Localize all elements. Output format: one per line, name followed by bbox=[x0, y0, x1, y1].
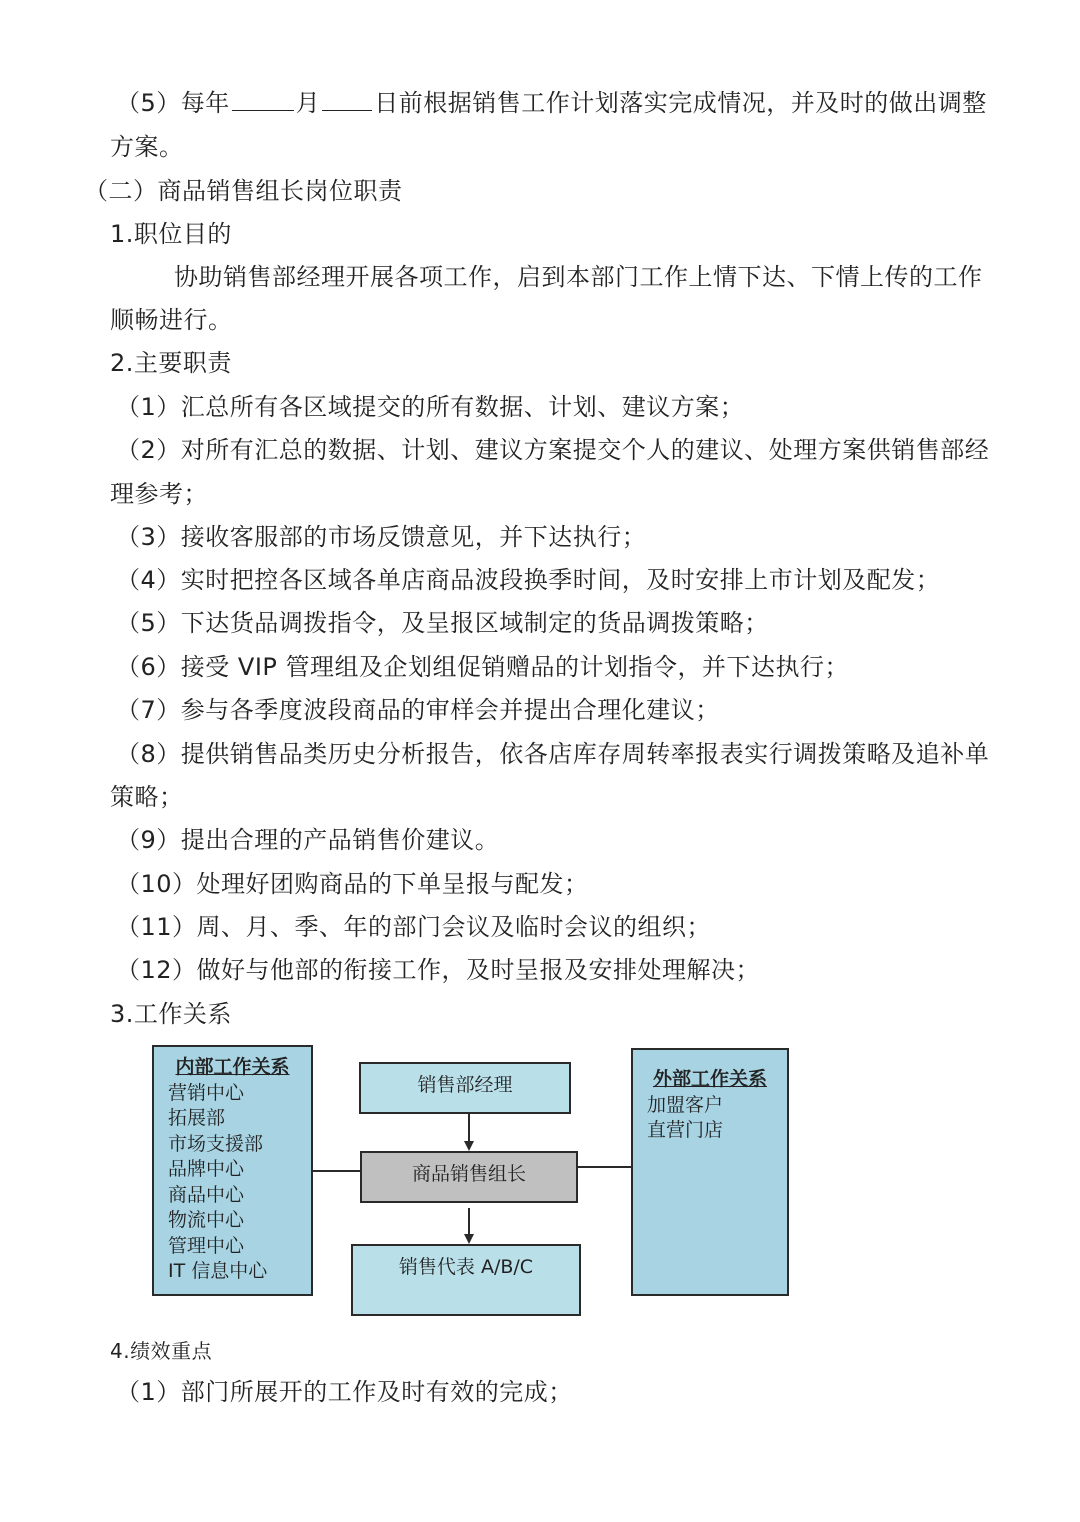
duty-line: （4）实时把控各区域各单店商品波段换季时间，及时安排上市计划及配发； bbox=[116, 566, 941, 594]
sales-reps-label: 销售代表 A/B/C bbox=[398, 1256, 534, 1278]
duty-line: （2）对所有汇总的数据、计划、建议方案提交个人的建议、处理方案供销售部经 bbox=[116, 436, 990, 464]
heading-work-relations: 3.工作关系 bbox=[110, 1000, 232, 1028]
arrow-down-icon bbox=[464, 1234, 474, 1244]
external-relations-box bbox=[631, 1048, 789, 1296]
sales-reps-box bbox=[351, 1244, 581, 1316]
internal-item: 市场支援部 bbox=[168, 1132, 264, 1155]
section-2-title: （二）商品销售组长岗位职责 bbox=[84, 177, 403, 205]
purpose-line-2: 顺畅进行。 bbox=[110, 306, 233, 334]
performance-item: （1）部门所展开的工作及时有效的完成； bbox=[116, 1378, 573, 1406]
item-5-rest: 日前根据销售工作计划落实完成情况，并及时的做出调整 bbox=[374, 89, 987, 117]
item-5-line bbox=[116, 88, 987, 118]
duty-line: （9）提出合理的产品销售价建议。 bbox=[116, 826, 500, 854]
duty-line: （3）接收客服部的市场反馈意见，并下达执行； bbox=[116, 523, 647, 551]
internal-relations-box bbox=[152, 1045, 313, 1296]
external-relations-title: 外部工作关系 bbox=[652, 1068, 767, 1090]
internal-item: 管理中心 bbox=[168, 1234, 245, 1257]
sales-manager-box bbox=[359, 1062, 571, 1114]
connector-manager-to-leader bbox=[468, 1114, 470, 1142]
duty-line: （11）周、月、季、年的部门会议及临时会议的组织； bbox=[116, 913, 712, 941]
internal-relations-title: 内部工作关系 bbox=[175, 1056, 290, 1078]
internal-item: 物流中心 bbox=[168, 1209, 245, 1231]
month-blank bbox=[232, 88, 294, 111]
heading-main-duties: 2.主要职责 bbox=[110, 349, 232, 377]
duty-line: （1）汇总所有各区域提交的所有数据、计划、建议方案； bbox=[116, 393, 745, 421]
external-item: 直营门店 bbox=[647, 1119, 724, 1141]
item-5-prefix: （5）每年 bbox=[116, 89, 230, 117]
external-item: 加盟客户 bbox=[647, 1093, 724, 1116]
item-5-continuation: 方案。 bbox=[110, 133, 184, 161]
duty-line: （6）接受 VIP 管理组及企划组促销赠品的计划指令，并下达执行； bbox=[116, 653, 849, 681]
day-blank bbox=[322, 88, 372, 111]
duty-line: （10）处理好团购商品的下单呈报与配发； bbox=[116, 870, 589, 898]
duty-line: 策略； bbox=[110, 783, 184, 811]
connector-leader-to-external bbox=[578, 1166, 632, 1168]
internal-item: 商品中心 bbox=[168, 1183, 245, 1206]
duty-line: （5）下达货品调拨指令，及呈报区域制定的货品调拨策略； bbox=[116, 609, 769, 637]
connector-internal-to-leader bbox=[313, 1170, 360, 1172]
internal-item: 品牌中心 bbox=[168, 1158, 245, 1180]
duty-line: （8）提供销售品类历史分析报告，依各店库存周转率报表实行调拨策略及追补单 bbox=[116, 740, 990, 768]
sales-team-leader-label: 商品销售组长 bbox=[411, 1163, 526, 1185]
arrow-down-icon bbox=[464, 1141, 474, 1151]
sales-manager-label: 销售部经理 bbox=[417, 1074, 513, 1096]
heading-position-purpose: 1.职位目的 bbox=[110, 220, 232, 248]
connector-leader-to-reps bbox=[468, 1208, 470, 1235]
internal-item: 营销中心 bbox=[168, 1081, 245, 1104]
heading-performance: 4.绩效重点 bbox=[110, 1339, 213, 1363]
duty-line: 理参考； bbox=[110, 480, 208, 508]
duty-line: （12）做好与他部的衔接工作，及时呈报及安排处理解决； bbox=[116, 956, 761, 984]
internal-item: 拓展部 bbox=[168, 1107, 226, 1129]
purpose-line-1: 协助销售部经理开展各项工作，启到本部门工作上情下达、下情上传的工作 bbox=[174, 263, 983, 291]
sales-team-leader-box bbox=[360, 1151, 578, 1203]
item-5-month: 月 bbox=[295, 89, 321, 117]
internal-item: IT 信息中心 bbox=[168, 1260, 268, 1282]
duty-line: （7）参与各季度波段商品的审样会并提出合理化建议； bbox=[116, 696, 720, 724]
